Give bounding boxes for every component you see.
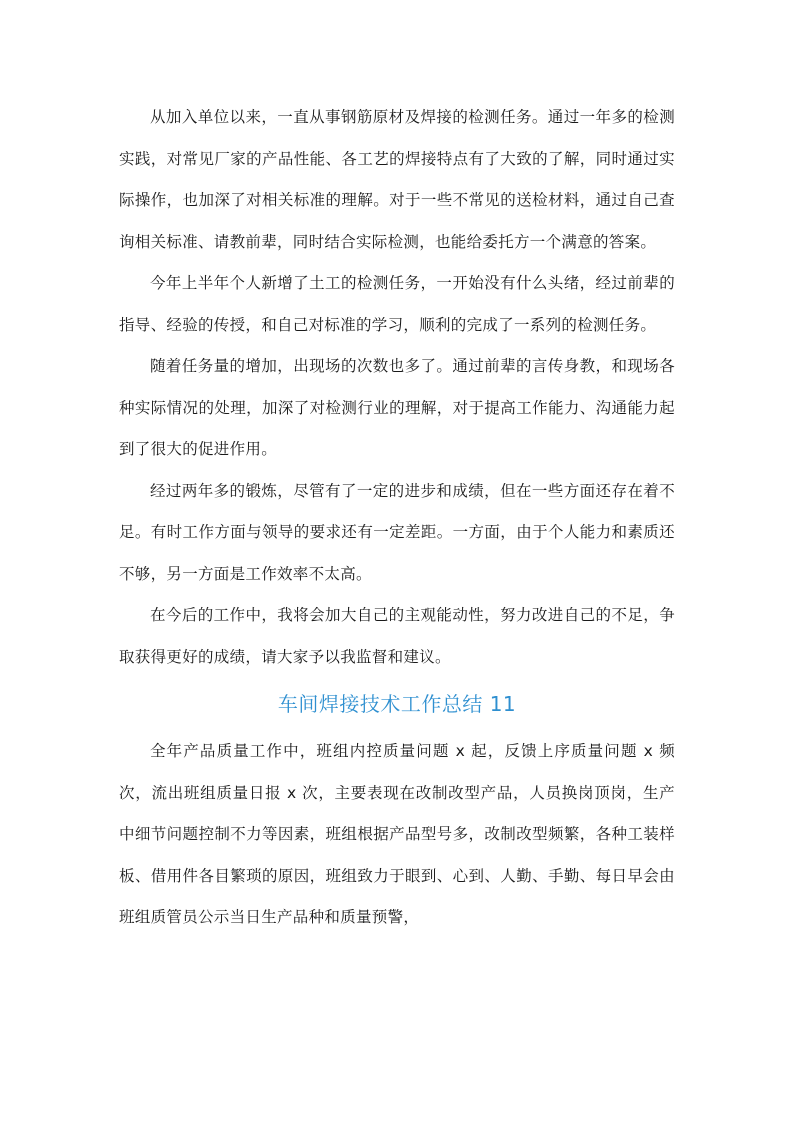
paragraph-future-plans: 在今后的工作中，我将会加大自己的主观能动性，努力改进自己的不足，争取获得更好的成绩，请大家予以我监督和建议。	[119, 606, 675, 666]
paragraph-quality-work: 全年产品质量工作中，班组内控质量问题 x 起，反馈上序质量问题 x 频次，流出班组质量日报 x 次，主要表现在改制改型产品，人员换岗顶岗，生产中细节问题控制不力等因素，班组根据产品型号多，改制改型频繁，各种工装样板、借用件各目繁琐的原因，班组致力于眼到、心到、人勤、手勤、每日早会由班组质管员公示当日生产品种和质量预警，	[119, 742, 675, 926]
section-heading: 车间焊接技术工作总结 11	[277, 692, 517, 716]
paragraph-field-work: 随着任务量的增加，出现场的次数也多了。通过前辈的言传身教，和现场各种实际情况的处理，加深了对检测行业的理解，对于提高工作能力、沟通能力起到了很大的促进作用。	[119, 357, 675, 458]
document-page	[119, 97, 675, 939]
paragraph-new-tasks: 今年上半年个人新增了土工的检测任务，一开始没有什么头绪，经过前辈的指导、经验的传授，和自己对标准的学习，顺利的完成了一系列的检测任务。	[119, 274, 675, 334]
paragraph-work-experience: 从加入单位以来，一直从事钢筋原材及焊接的检测任务。通过一年多的检测实践，对常见厂家的产品性能、各工艺的焊接特点有了大致的了解，同时通过实际操作，也加深了对相关标准的理解。对于一些不常见的送检材料，通过自己查询相关标准、请教前辈，同时结合实际检测，也能给委托方一个满意的答案。	[119, 108, 675, 251]
paragraph-shortcomings: 经过两年多的锻炼，尽管有了一定的进步和成绩，但在一些方面还存在着不足。有时工作方面与领导的要求还有一定差距。一方面，由于个人能力和素质还不够，另一方面是工作效率不太高。	[119, 481, 675, 583]
